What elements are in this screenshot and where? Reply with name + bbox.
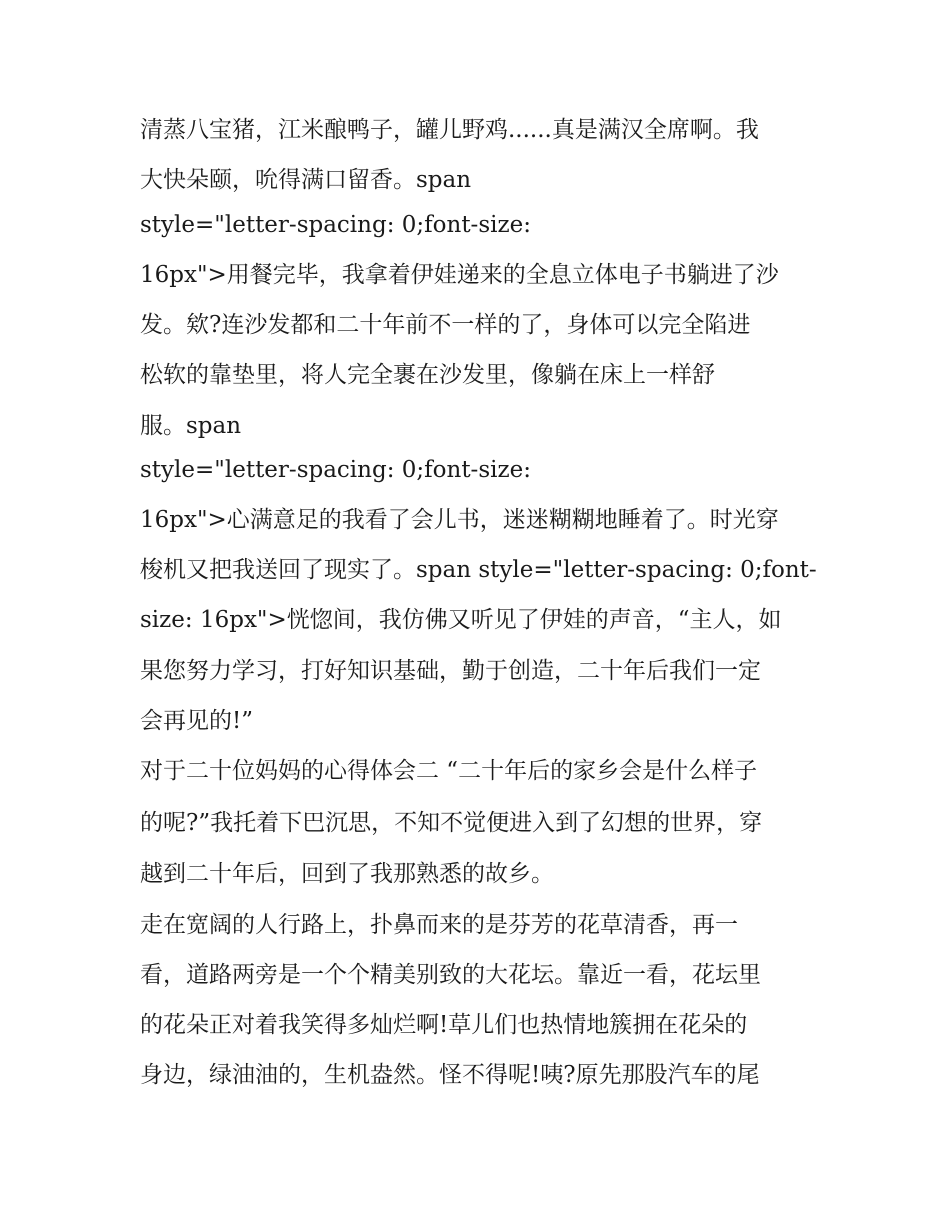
text-line: 果您努力学习，打好知识基础，勤于创造，二十年后我们一定 (140, 658, 761, 684)
text-line: 走在宽阔的人行路上，扑鼻而来的是芬芳的花草清香，再一 (140, 912, 738, 938)
text-line: 对于二十位妈妈的心得体会二 “二十年后的家乡会是什么样子 (140, 758, 758, 784)
text-line: 松软的靠垫里，将人完全裹在沙发里，像躺在床上一样舒 (140, 362, 715, 388)
text-line: style="letter-spacing: 0;font-size: (140, 212, 531, 238)
text-line: 梭机又把我送回了现实了。span style="letter-spacing: 0;font- (140, 557, 817, 583)
text-line: 发。欸?连沙发都和二十年前不一样的了，身体可以完全陷进 (140, 312, 751, 338)
text-line: style="letter-spacing: 0;font-size: (140, 457, 531, 483)
text-line: size: 16px">恍惚间，我仿佛又听见了伊娃的声音，“主人，如 (140, 607, 782, 633)
text-line: 看，道路两旁是一个个精美别致的大花坛。靠近一看，花坛里 (140, 962, 761, 988)
text-line: 清蒸八宝猪，江米酿鸭子，罐儿野鸡......真是满汉全席啊。我 (140, 117, 759, 143)
text-line: 身边，绿油油的，生机盎然。怪不得呢!咦?原先那股汽车的尾 (140, 1062, 760, 1088)
text-line: 大快朵颐，吮得满口留香。span (140, 167, 472, 193)
text-line: 的呢?”我托着下巴沉思，不知不觉便进入到了幻想的世界，穿 (140, 810, 763, 836)
text-line: 的花朵正对着我笑得多灿烂啊!草儿们也热情地簇拥在花朵的 (140, 1012, 748, 1038)
text-line: 越到二十年后，回到了我那熟悉的故乡。 (140, 861, 554, 887)
text-line: 16px">心满意足的我看了会儿书，迷迷糊糊地睡着了。时光穿 (140, 507, 779, 533)
text-line: 会再见的!” (140, 708, 254, 734)
text-line: 服。span (140, 413, 242, 439)
text-line: 16px">用餐完毕，我拿着伊娃递来的全息立体电子书躺进了沙 (140, 262, 779, 288)
